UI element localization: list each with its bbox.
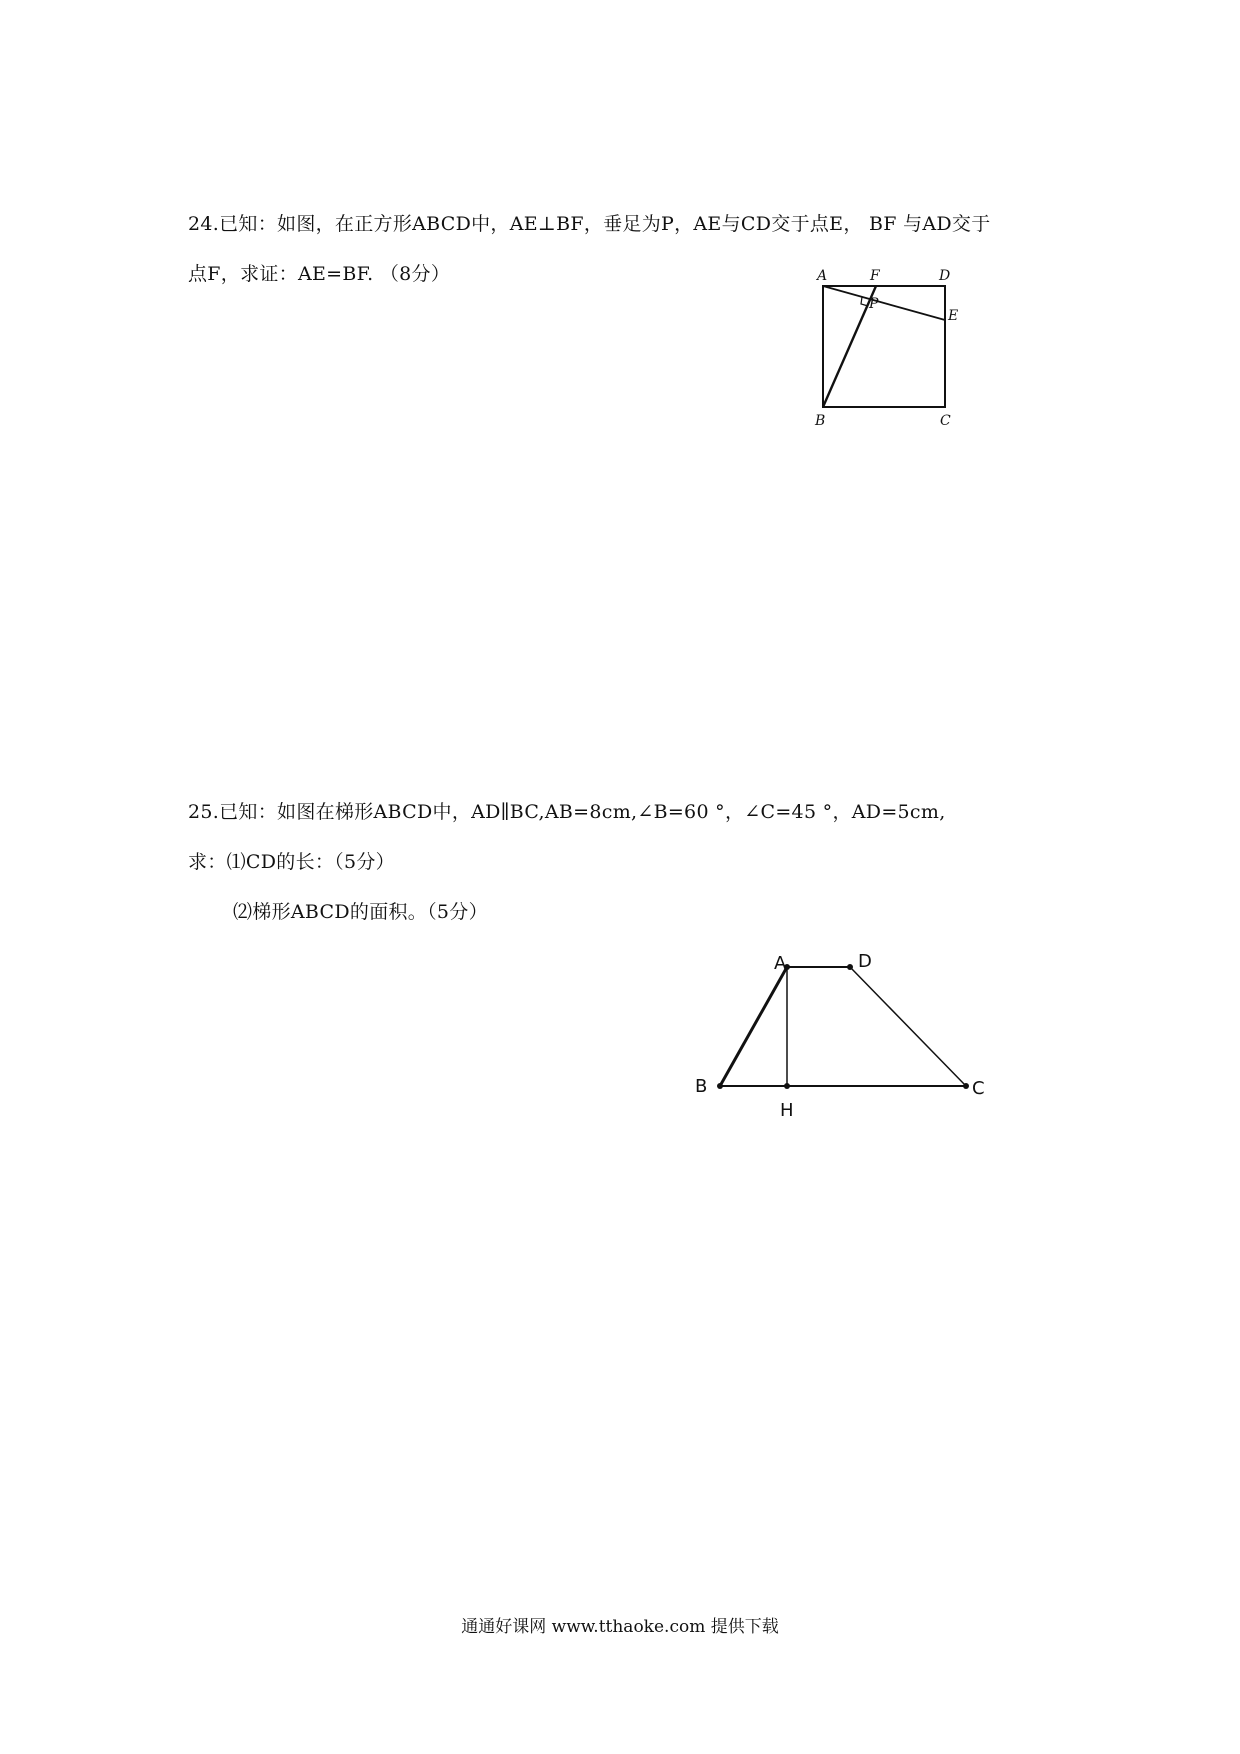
- label-b: B: [815, 413, 826, 429]
- label-c: C: [940, 413, 951, 429]
- q25-text-line2: 求：⑴CD的长：（5分）: [188, 851, 395, 873]
- label-c: C: [972, 1078, 985, 1099]
- label-e: E: [948, 308, 959, 324]
- label-d: D: [858, 951, 872, 972]
- point-h: [784, 1083, 790, 1089]
- segment-ab: [720, 967, 787, 1086]
- q25-text-line1: 25.已知：如图在梯形ABCD中，AD∥BC,AB=8cm,∠B=60 °，∠C=45 °，AD=5cm,: [188, 801, 946, 823]
- q25-text-line3: ⑵梯形ABCD的面积。（5分）: [233, 901, 488, 923]
- q24-square-figure: [800, 260, 980, 440]
- segment-ae: [823, 286, 945, 320]
- q24-text-line1: 24.已知：如图，在正方形ABCD中，AE⊥BF，垂足为P，AE与CD交于点E， BF 与AD交于: [188, 213, 991, 235]
- label-a: A: [817, 268, 828, 284]
- point-b: [717, 1083, 723, 1089]
- label-f: F: [870, 268, 880, 284]
- label-b: B: [695, 1076, 708, 1097]
- segment-dc: [850, 967, 966, 1086]
- label-h: H: [780, 1100, 794, 1121]
- label-a: A: [774, 953, 787, 974]
- q24-text-line2: 点F，求证：AE=BF. （8分）: [188, 263, 451, 285]
- square-abcd: [823, 286, 945, 407]
- q25-trapezoid-figure: [680, 940, 1000, 1140]
- point-d: [847, 964, 853, 970]
- label-p: P: [869, 296, 879, 312]
- footer-credit: 通通好课网 www.tthaoke.com 提供下载: [461, 1617, 779, 1637]
- label-d: D: [939, 268, 951, 284]
- point-c: [963, 1083, 969, 1089]
